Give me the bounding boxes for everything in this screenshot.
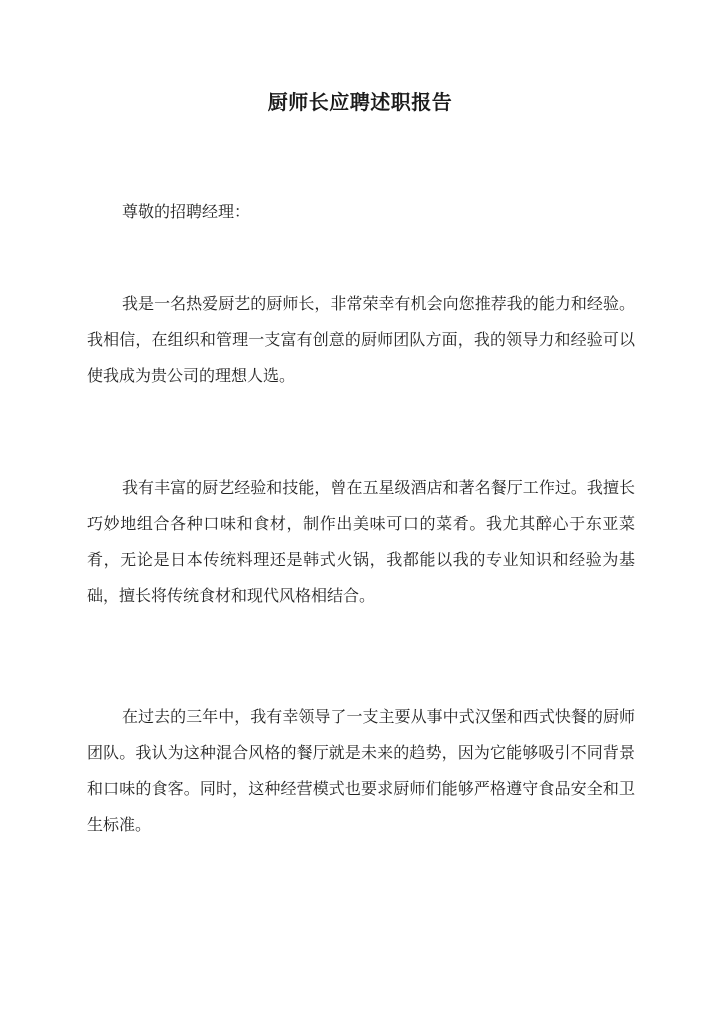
paragraph-1: 我是一名热爱厨艺的厨师长，非常荣幸有机会向您推荐我的能力和经验。我相信，在组织和管理一支富有创意的厨师团队方面，我的领导力和经验可以使我成为贵公司的理想人选。 (87, 294, 635, 385)
paragraph-2: 我有丰富的厨艺经验和技能，曾在五星级酒店和著名餐厅工作过。我擅长巧妙地组合各种口味和食材，制作出美味可口的菜肴。我尤其醉心于东亚菜肴，无论是日本传统料理还是韩式火锅，我都能以我的专业知识和经验为基础，擅长将传统食材和现代风格相结合。 (87, 478, 635, 605)
salutation: 尊敬的招聘经理： (122, 202, 251, 221)
document-title: 厨师长应聘述职报告 (267, 90, 453, 114)
paragraph-3: 在过去的三年中，我有幸领导了一支主要从事中式汉堡和西式快餐的厨师团队。我认为这种混合风格的餐厅就是未来的趋势，因为它能够吸引不同背景和口味的食客。同时，这种经营模式也要求厨师们能够严格遵守食品安全和卫生标准。 (87, 707, 635, 834)
